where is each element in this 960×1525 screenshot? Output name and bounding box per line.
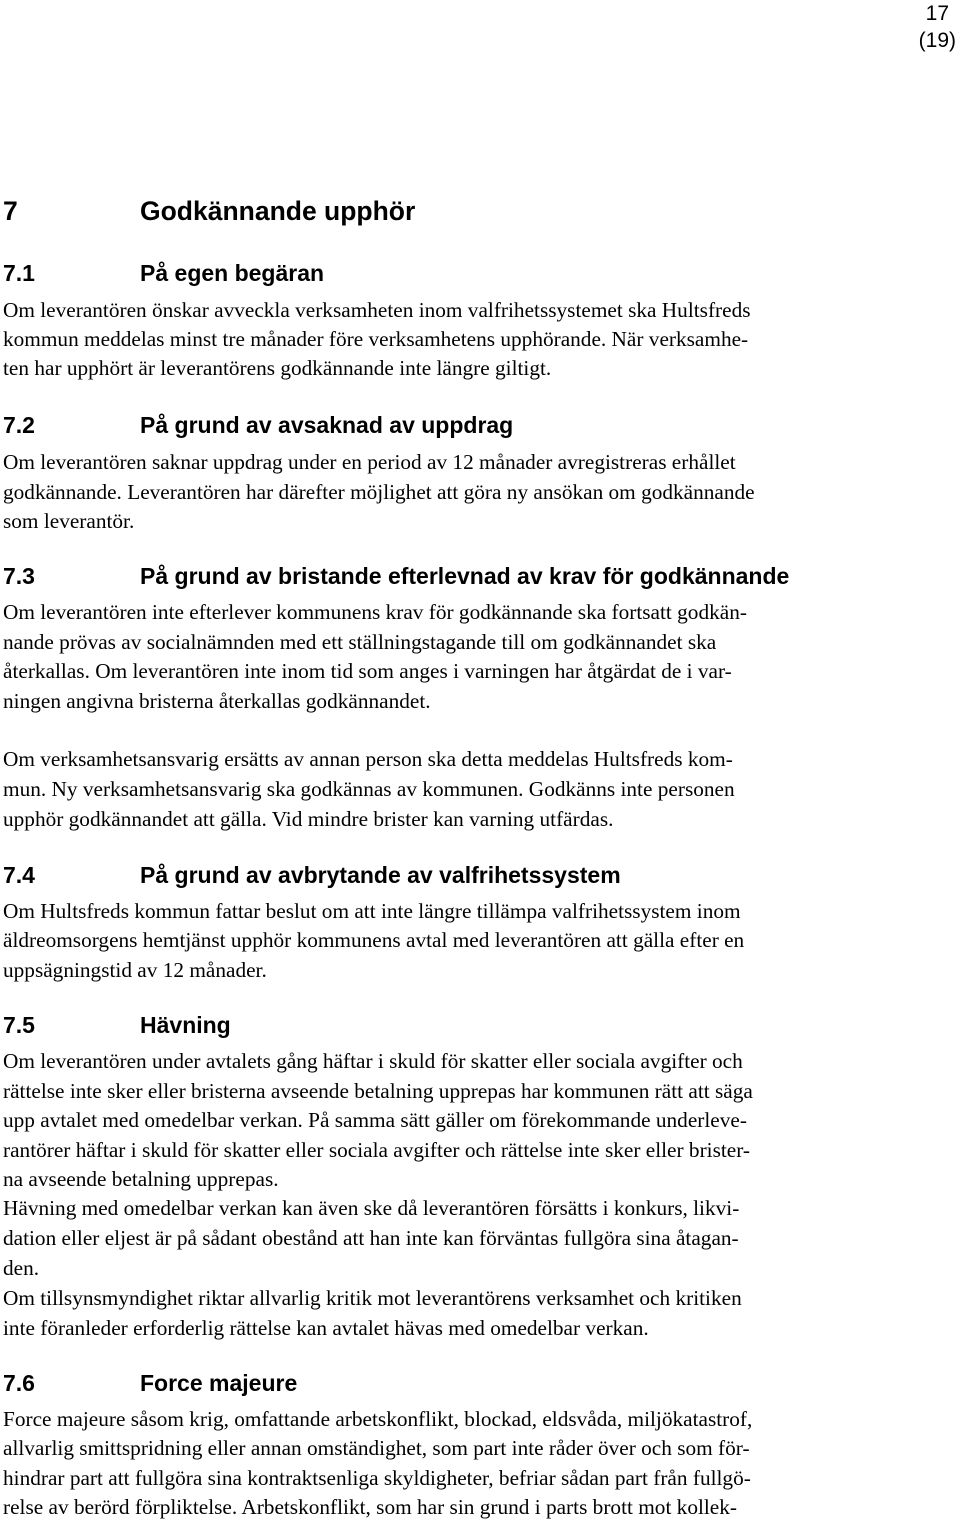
paragraph-line: kommun meddelas minst tre månader före verksamhetens upphörande. När verksamhe- (3, 327, 749, 351)
section-heading-7-3 (3, 561, 789, 591)
paragraph-line: Force majeure såsom krig, omfattande arbetskonflikt, blockad, eldsvåda, miljökatastrof, (3, 1407, 753, 1431)
paragraph-line: uppsägningstid av 12 månader. (3, 958, 267, 982)
section-heading-7-4 (3, 860, 621, 890)
paragraph-line: Om leverantören inte efterlever kommunens krav för godkännande ska fortsatt godkän- (3, 600, 747, 624)
chapter-number: 7 (3, 196, 18, 226)
paragraph-line: ningen angivna bristerna återkallas godkännandet. (3, 689, 431, 713)
paragraph-line: som leverantör. (3, 509, 135, 533)
chapter-heading (3, 194, 415, 228)
paragraph-line: Om Hultsfreds kommun fattar beslut om att inte längre tillämpa valfrihetssystem inom (3, 899, 741, 923)
paragraph-line: rättelse inte sker eller bristerna avseende betalning upprepas har kommunen rätt att säga (3, 1079, 753, 1103)
paragraph-line: hindrar part att fullgöra sina kontraktsenliga skyldigheter, befriar sådan part från fullgö- (3, 1466, 751, 1490)
paragraph-line: mun. Ny verksamhetsansvarig ska godkännas av kommunen. Godkänns inte personen (3, 777, 735, 801)
paragraph-line: rantörer häftar i skuld för skatter eller sociala avgifter och rättelse inte sker eller brister- (3, 1138, 750, 1162)
section-title: På grund av bristande efterlevnad av krav för godkännande (140, 563, 790, 589)
page-number-current: 17 (925, 2, 949, 25)
section-title: Hävning (140, 1012, 231, 1038)
section-title: På grund av avsaknad av uppdrag (140, 412, 514, 438)
section-number: 7.5 (3, 1012, 35, 1038)
section-heading-7-2 (3, 410, 513, 440)
paragraph-line: Om leverantören under avtalets gång häftar i skuld för skatter eller sociala avgifter och (3, 1049, 743, 1073)
section-number: 7.4 (3, 862, 35, 888)
section-title: Force majeure (140, 1370, 298, 1396)
paragraph-line: återkallas. Om leverantören inte inom tid som anges i varningen har åtgärdat de i var- (3, 659, 732, 683)
paragraph-line: upp avtalet med omedelbar verkan. På samma sätt gäller om förekommande underleve- (3, 1108, 747, 1132)
paragraph-line: den. (3, 1256, 40, 1280)
paragraph-line: Om verksamhetsansvarig ersätts av annan person ska detta meddelas Hultsfreds kom- (3, 747, 733, 771)
section-title: På grund av avbrytande av valfrihetssystem (140, 862, 621, 888)
paragraph-line: Om leverantören saknar uppdrag under en period av 12 månader avregistreras erhållet (3, 450, 736, 474)
section-number: 7.2 (3, 412, 35, 438)
page-number-total: (19) (918, 29, 956, 52)
paragraph-line: ten har upphört är leverantörens godkännande inte längre giltigt. (3, 356, 552, 380)
paragraph-line: Om tillsynsmyndighet riktar allvarlig kritik mot leverantörens verksamhet och kritiken (3, 1286, 742, 1310)
chapter-title: Godkännande upphör (140, 196, 416, 226)
section-number: 7.6 (3, 1370, 35, 1396)
paragraph-line: upphör godkännandet att gälla. Vid mindre brister kan varning utfärdas. (3, 807, 614, 831)
paragraph-line: äldreomsorgens hemtjänst upphör kommunens avtal med leverantören att gälla efter en (3, 928, 745, 952)
section-heading-7-6 (3, 1368, 297, 1398)
paragraph-line: Om leverantören önskar avveckla verksamheten inom valfrihetssystemet ska Hultsfreds (3, 298, 751, 322)
paragraph-line: relse av berörd förpliktelse. Arbetskonflikt, som har sin grund i parts brott mot kollek- (3, 1495, 738, 1519)
section-heading-7-5 (3, 1010, 231, 1040)
paragraph-line: inte föranleder erforderlig rättelse kan avtalet hävas med omedelbar verkan. (3, 1316, 649, 1340)
section-heading-7-1 (3, 258, 324, 288)
paragraph-line: Hävning med omedelbar verkan kan även ske då leverantören försätts i konkurs, likvi- (3, 1196, 740, 1220)
page-number (919, 0, 956, 54)
paragraph-line: godkännande. Leverantören har därefter möjlighet att göra ny ansökan om godkännande (3, 480, 755, 504)
paragraph-line: allvarlig smittspridning eller annan omständighet, som part inte råder över och som för- (3, 1436, 750, 1460)
paragraph-line: dation eller eljest är på sådant obestånd att han inte kan förväntas fullgöra sina åtagan- (3, 1226, 739, 1250)
section-number: 7.1 (3, 260, 35, 286)
section-number: 7.3 (3, 563, 35, 589)
section-title: På egen begäran (140, 260, 325, 286)
paragraph-line: nande prövas av socialnämnden med ett ställningstagande till om godkännandet ska (3, 630, 717, 654)
paragraph-line: na avseende betalning upprepas. (3, 1167, 279, 1191)
